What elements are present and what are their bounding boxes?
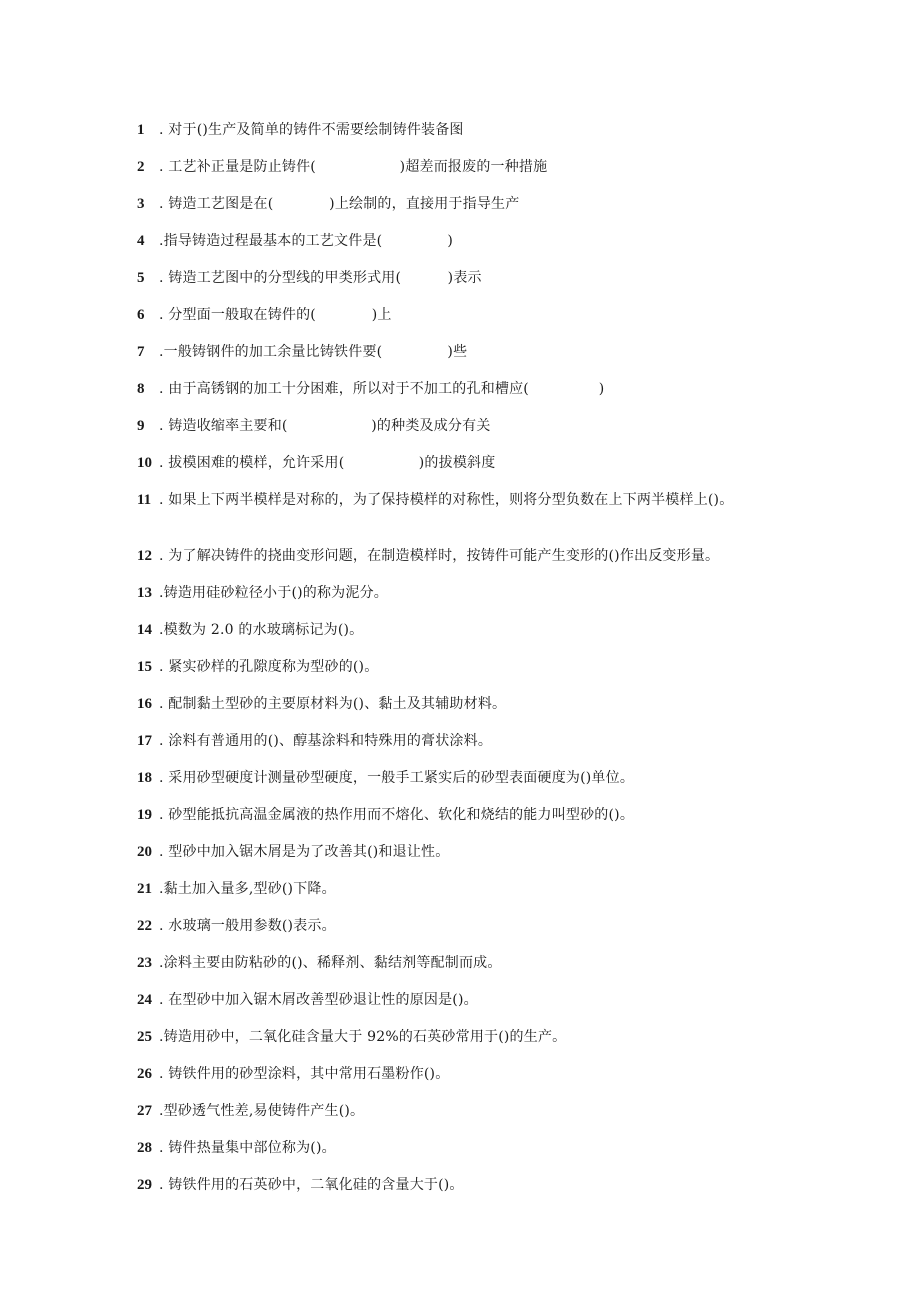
question-text: .黏土加入量多,型砂()下降。 [159,881,336,897]
question-text: . 工艺补正量是防止铸件( )超差而报废的一种措施 [159,159,548,175]
question-item [137,658,787,695]
question-number: 18 [137,770,152,786]
question-text: . 紧实砂样的孔隙度称为型砂的()。 [159,659,379,675]
question-list [137,121,787,1213]
question-item [137,732,787,769]
question-text: . 铸造工艺图中的分型线的甲类形式用( )表示 [159,270,482,286]
question-item [137,917,787,954]
question-number: 10 [137,455,152,471]
question-text: . 分型面一般取在铸件的( )上 [159,307,392,323]
question-text: . 采用砂型硬度计测量砂型硬度，一般手工紧实后的砂型表面硬度为()单位。 [159,770,635,786]
question-number: 19 [137,807,152,823]
question-item [137,158,787,195]
question-item [137,806,787,843]
question-number: 22 [137,918,152,934]
question-item [137,695,787,732]
question-number: 11 [137,492,152,508]
question-number: 23 [137,955,152,971]
question-number: 7 [137,344,145,360]
question-text: . 配制黏土型砂的主要原材料为()、黏土及其辅助材料。 [159,696,507,712]
question-number: 15 [137,659,152,675]
question-text: . 铸造收缩率主要和( )的种类及成分有关 [159,418,491,434]
question-number: 6 [137,307,145,323]
question-text: . 砂型能抵抗高温金属液的热作用而不熔化、软化和烧结的能力叫型砂的()。 [159,807,635,823]
question-number: 13 [137,585,152,601]
question-number: 29 [137,1177,152,1193]
question-item [137,1102,787,1139]
question-text: . 铸铁件用的石英砂中，二氧化硅的含量大于()。 [159,1177,464,1193]
question-number: 5 [137,270,145,286]
question-text: . 拔模困难的模样，允许采用( )的拔模斜度 [159,455,496,471]
question-item [137,880,787,917]
question-item [137,547,787,584]
question-item [137,195,787,232]
question-text: . 铸造工艺图是在( )上绘制的，直接用于指导生产 [159,196,520,212]
question-item [137,417,787,454]
question-number: 1 [137,122,145,138]
question-item [137,269,787,306]
question-number: 21 [137,881,152,897]
question-item [137,121,787,158]
question-item [137,1065,787,1102]
question-item [137,621,787,658]
question-item [137,991,787,1028]
question-text: . 在型砂中加入锯木屑改善型砂退让性的原因是()。 [159,992,478,1008]
question-text: . 铸铁件用的砂型涂料，其中常用石墨粉作()。 [159,1066,450,1082]
question-item [137,306,787,343]
question-number: 17 [137,733,152,749]
question-text: . 水玻璃一般用参数()表示。 [159,918,336,934]
question-text: . 如果上下两半模样是对称的，为了保持模样的对称性，则将分型负数在上下两半模样上()。 [159,492,734,508]
question-item [137,454,787,491]
question-number: 14 [137,622,152,638]
question-text: .指导铸造过程最基本的工艺文件是( ) [159,233,454,249]
question-text: . 涂料有普通用的()、醇基涂料和特殊用的膏状涂料。 [159,733,493,749]
question-number: 3 [137,196,145,212]
question-text: . 铸件热量集中部位称为()。 [159,1140,336,1156]
question-item [137,1176,787,1213]
question-item [137,232,787,269]
question-text: . 为了解决铸件的挠曲变形问题，在制造模样时，按铸件可能产生变形的()作出反变形量。 [159,548,720,564]
question-item [137,491,787,547]
question-number: 9 [137,418,145,434]
question-number: 28 [137,1140,152,1156]
question-item [137,380,787,417]
question-item [137,584,787,621]
question-number: 16 [137,696,152,712]
question-item [137,343,787,380]
question-number: 4 [137,233,145,249]
question-number: 12 [137,548,152,564]
question-text: .铸造用硅砂粒径小于()的称为泥分。 [159,585,388,601]
question-number: 8 [137,381,145,397]
question-text: .涂料主要由防粘砂的()、稀释剂、黏结剂等配制而成。 [159,955,502,971]
question-item [137,769,787,806]
question-number: 27 [137,1103,152,1119]
question-item [137,954,787,991]
question-number: 26 [137,1066,152,1082]
question-text: .型砂透气性差,易使铸件产生()。 [159,1103,365,1119]
question-number: 20 [137,844,152,860]
question-item [137,1028,787,1065]
question-text: . 由于高锈钢的加工十分困难，所以对于不加工的孔和槽应( ) [159,381,605,397]
question-number: 25 [137,1029,152,1045]
question-text: . 对于()生产及简单的铸件不需要绘制铸件装备图 [159,122,464,138]
question-text: .一般铸钢件的加工余量比铸铁件要( )些 [159,344,468,360]
question-number: 24 [137,992,152,1008]
question-text: . 型砂中加入锯木屑是为了改善其()和退让性。 [159,844,450,860]
question-text: .模数为 2.0 的水玻璃标记为()。 [159,622,364,638]
question-item [137,1139,787,1176]
question-text: .铸造用砂中，二氧化硅含量大于 92%的石英砂常用于()的生产。 [159,1029,567,1045]
question-number: 2 [137,159,145,175]
question-item [137,843,787,880]
